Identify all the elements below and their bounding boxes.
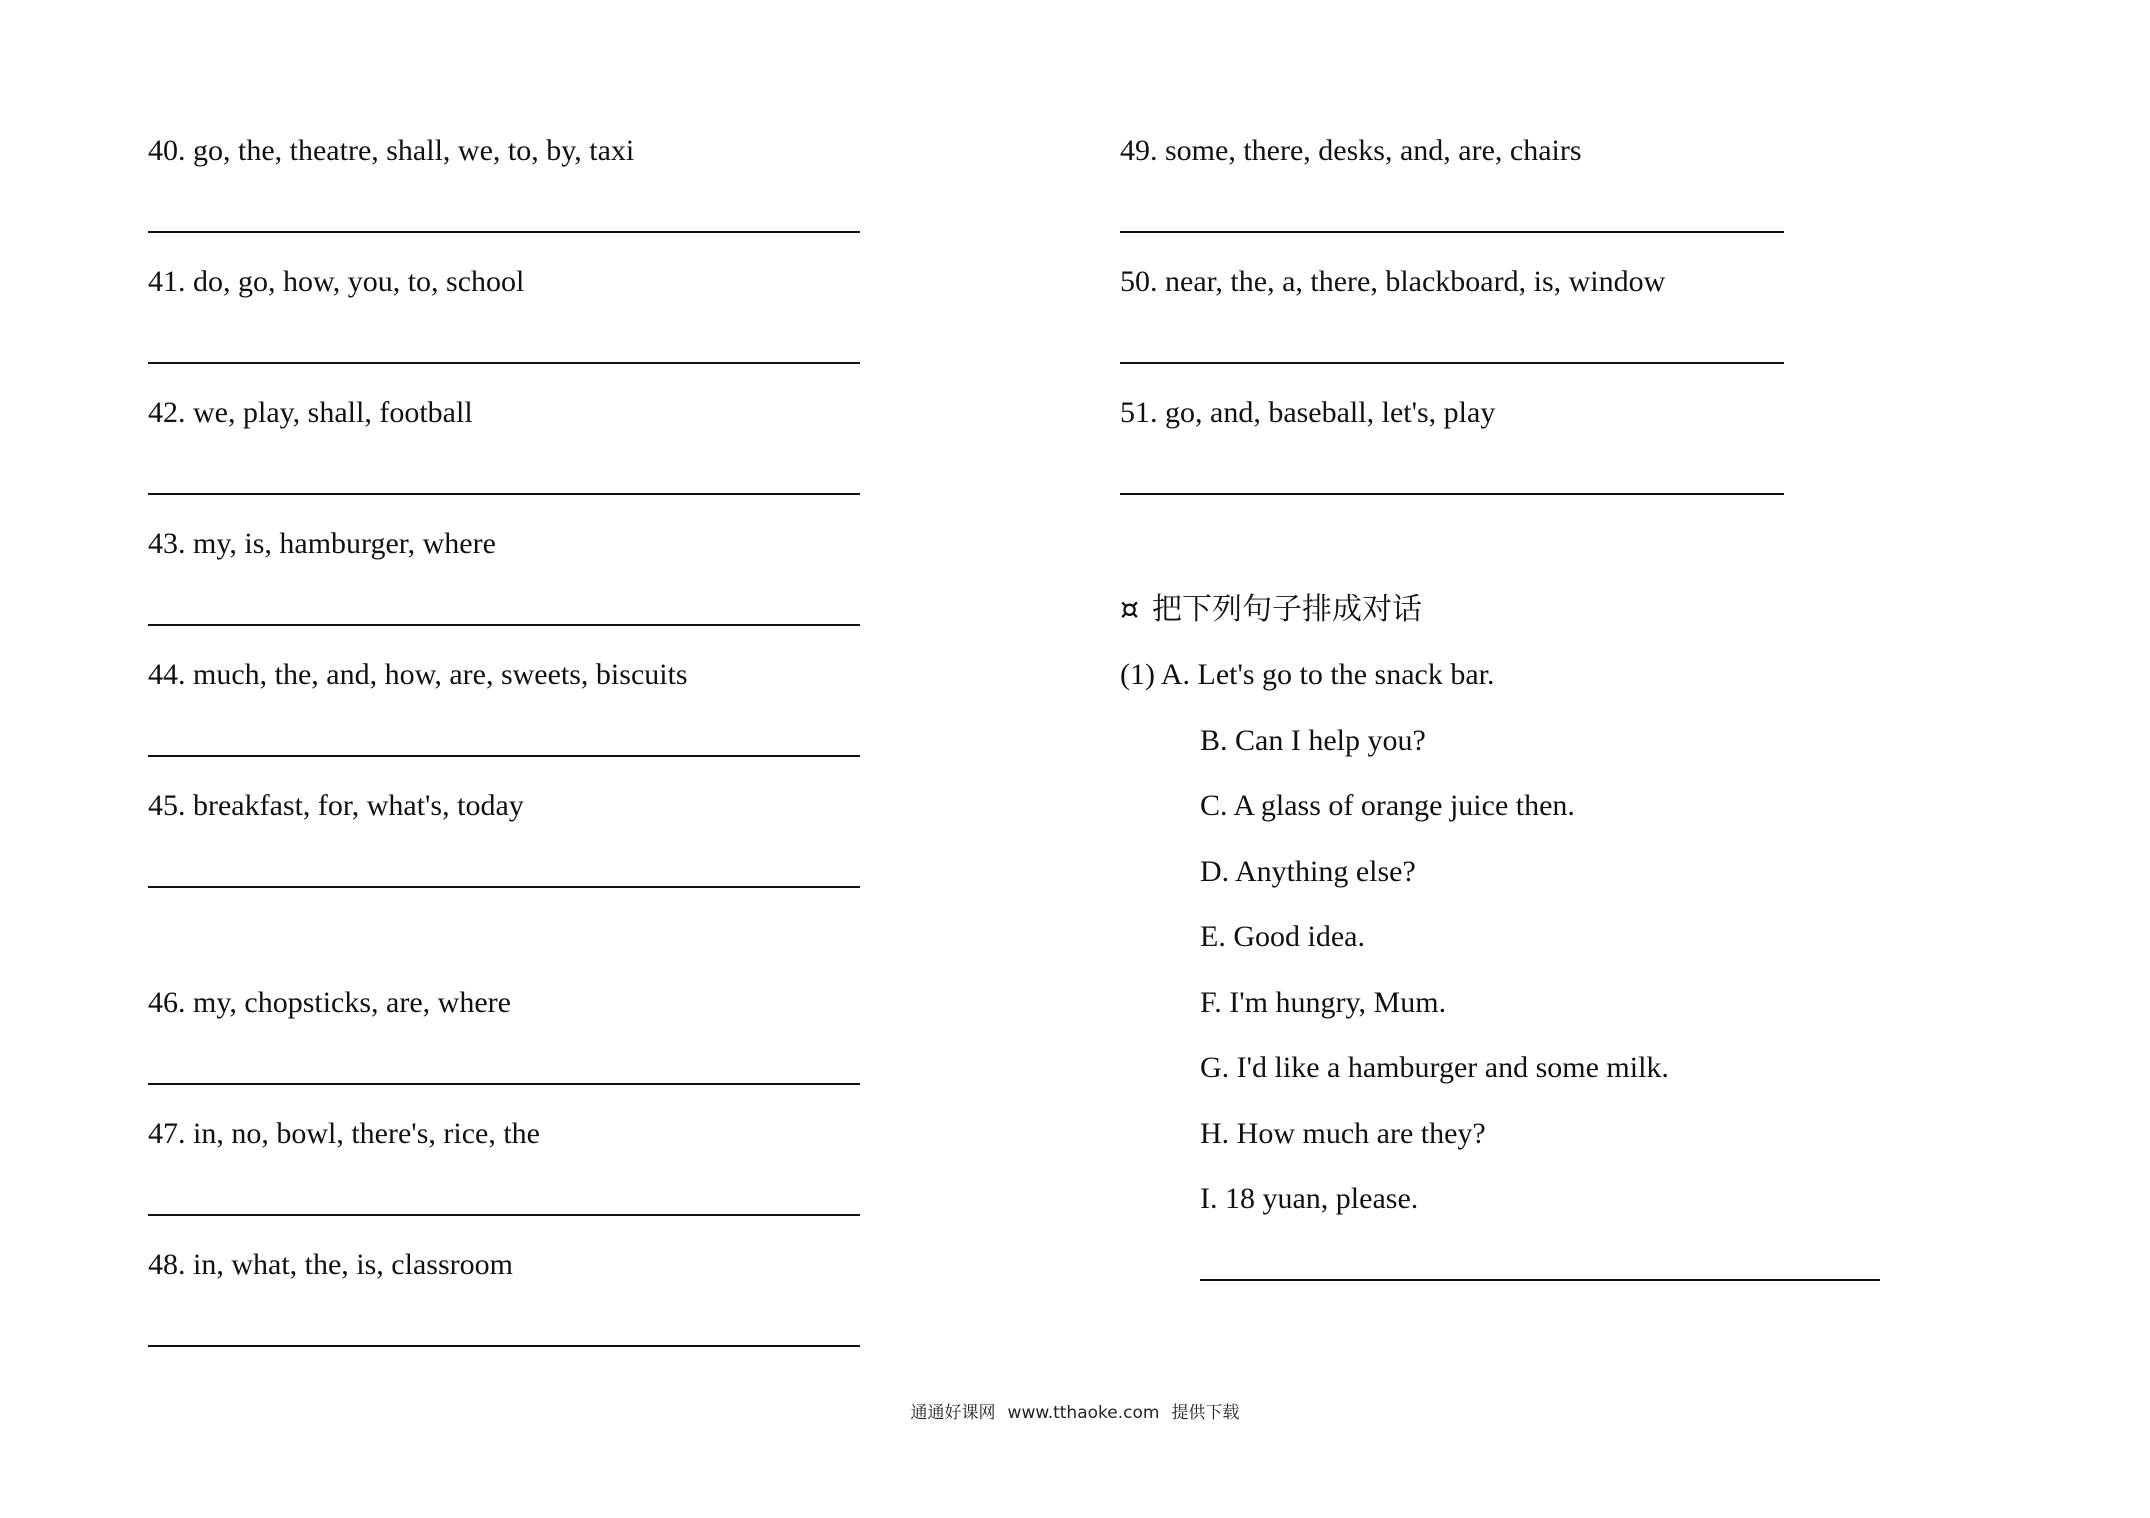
dialog-line-d: D. Anything else? <box>1200 855 1416 888</box>
dialog-line-h: H. How much are they? <box>1200 1117 1486 1150</box>
question-48: 48. in, what, the, is, classroom <box>148 1248 513 1281</box>
question-49: 49. some, there, desks, and, are, chairs <box>1120 134 1582 167</box>
answer-line-45[interactable] <box>148 886 860 888</box>
dialog-line-a: (1) A. Let's go to the snack bar. <box>1120 658 1495 691</box>
footer <box>0 1402 2150 1424</box>
question-51: 51. go, and, baseball, let's, play <box>1120 396 1496 429</box>
section-heading-text: 把下列句子排成对话 <box>1152 592 1422 627</box>
answer-line-42[interactable] <box>148 493 860 495</box>
question-47: 47. in, no, bowl, there's, rice, the <box>148 1117 540 1150</box>
footer-site-name: 通通好课网 <box>910 1403 996 1423</box>
dialog-line-e: E. Good idea. <box>1200 920 1365 953</box>
dialog-line-f: F. I'm hungry, Mum. <box>1200 986 1447 1019</box>
answer-line-41[interactable] <box>148 362 860 364</box>
question-44: 44. much, the, and, how, are, sweets, biscuits <box>148 658 688 691</box>
answer-line-48[interactable] <box>148 1345 860 1347</box>
answer-line-44[interactable] <box>148 755 860 757</box>
footer-action: 提供下载 <box>1171 1403 1240 1423</box>
answer-line-51[interactable] <box>1120 493 1784 495</box>
dialog-answer-line[interactable] <box>1200 1279 1880 1281</box>
answer-line-40[interactable] <box>148 231 860 233</box>
question-43: 43. my, is, hamburger, where <box>148 527 496 560</box>
dialog-line-c: C. A glass of orange juice then. <box>1200 789 1575 822</box>
question-41: 41. do, go, how, you, to, school <box>148 265 525 298</box>
question-46: 46. my, chopsticks, are, where <box>148 986 511 1019</box>
answer-line-47[interactable] <box>148 1214 860 1216</box>
dialog-line-b: B. Can I help you? <box>1200 724 1426 757</box>
question-50: 50. near, the, a, there, blackboard, is, window <box>1120 265 1666 298</box>
section-heading <box>1120 592 1422 628</box>
dialog-line-g: G. I'd like a hamburger and some milk. <box>1200 1051 1669 1084</box>
answer-line-46[interactable] <box>148 1083 860 1085</box>
answer-line-50[interactable] <box>1120 362 1784 364</box>
footer-url[interactable]: www.tthaoke.com <box>1007 1403 1160 1423</box>
answer-line-49[interactable] <box>1120 231 1784 233</box>
section-mark-icon: ¤ <box>1120 592 1140 627</box>
dialog-line-i: I. 18 yuan, please. <box>1200 1182 1419 1215</box>
question-40: 40. go, the, theatre, shall, we, to, by, taxi <box>148 134 635 167</box>
question-45: 45. breakfast, for, what's, today <box>148 789 524 822</box>
answer-line-43[interactable] <box>148 624 860 626</box>
question-42: 42. we, play, shall, football <box>148 396 473 429</box>
